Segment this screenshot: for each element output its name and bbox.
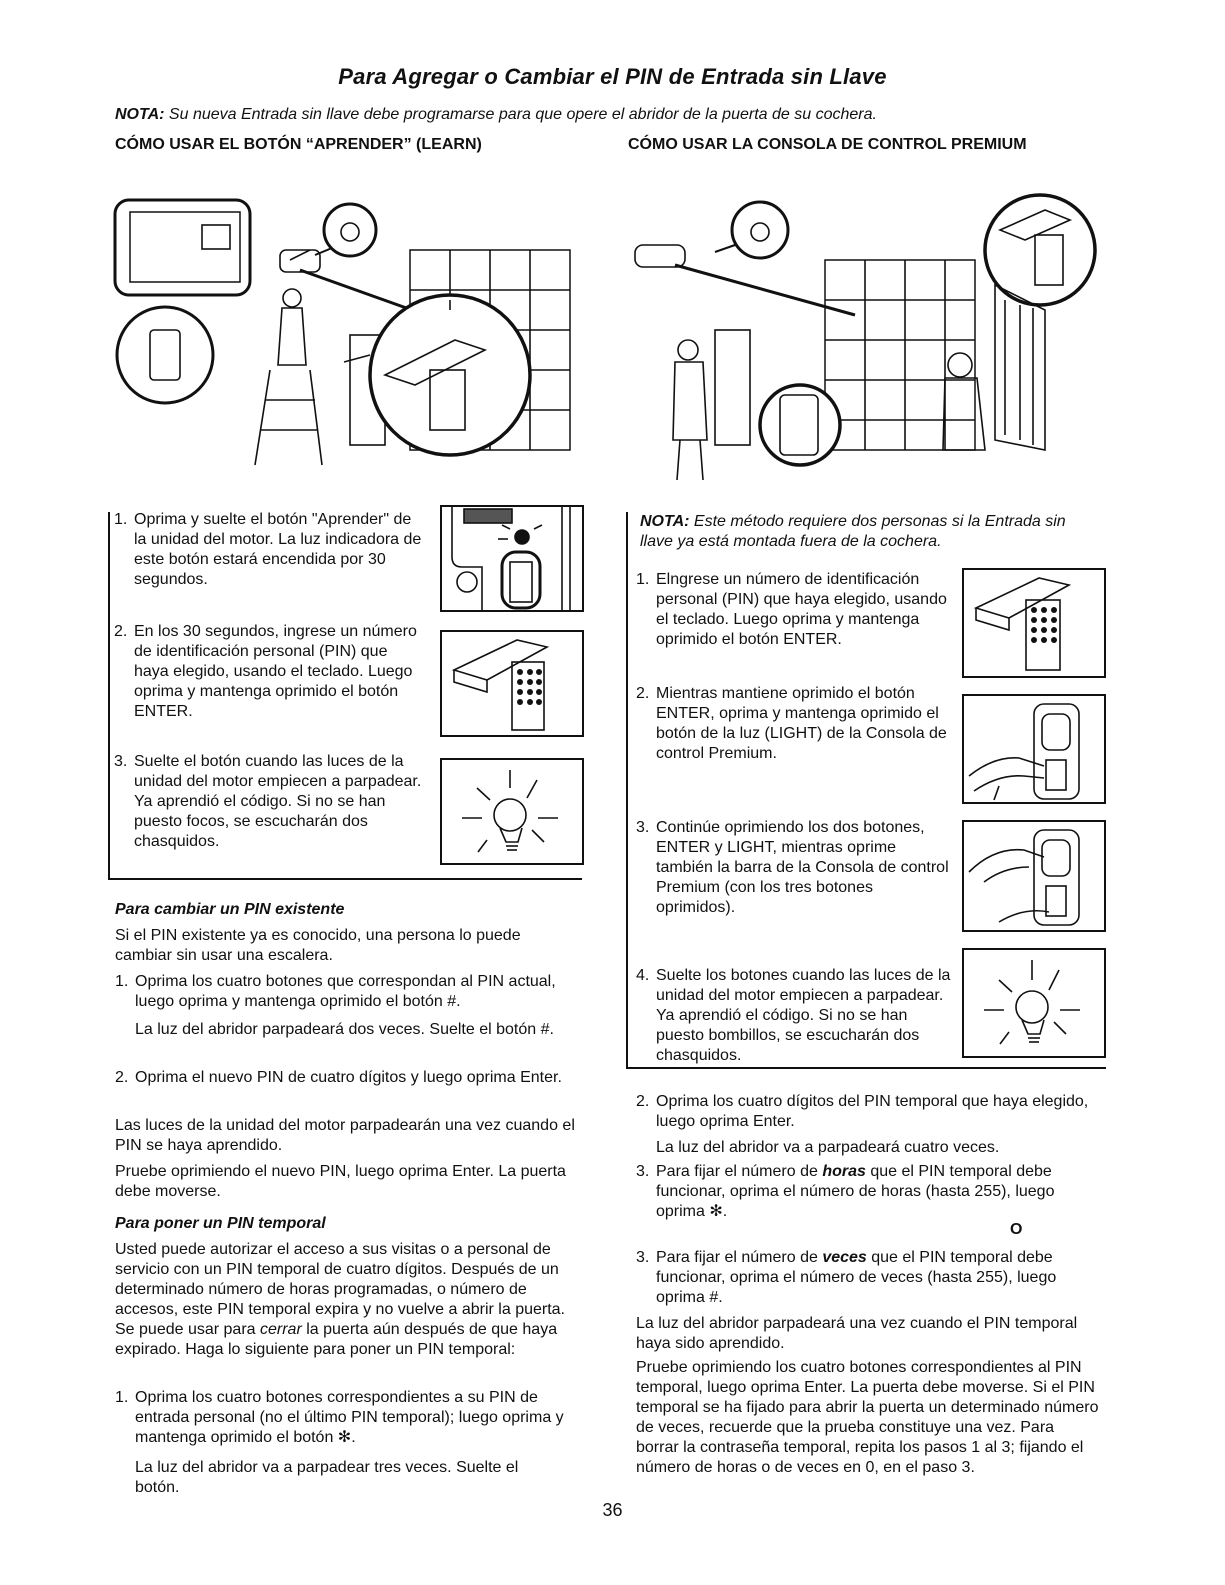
right-step-3 (636, 818, 956, 918)
left-steps-border (108, 512, 110, 880)
page-number: 36 (602, 1500, 623, 1520)
temporary-pin-step-1-number: 1. (115, 1389, 129, 1406)
change-pin-intro: Si el PIN existente ya es conocido, una persona lo puede cambiar sin usar una escalera. (115, 927, 521, 964)
temporary-pin-step-1-text: Oprima los cuatro botones correspondientes a su PIN de entrada personal (no el último PIN temporal); luego oprima y mantenga oprimido el botón ✻. (135, 1389, 564, 1446)
top-note-text: Su nueva Entrada sin llave debe programarse para que opere el abridor de la puerta de su cochera. (168, 106, 877, 123)
premium-console-garage-illustration (625, 190, 1110, 495)
temporary-pin-step-2-note: La luz del abridor va a parpadeará cuatro veces. (656, 1139, 1000, 1156)
right-step-1 (636, 570, 956, 650)
right-steps-bottom-rule (626, 1067, 1106, 1069)
right-keypad-figure (962, 568, 1106, 678)
left-step-3-text: Suelte el botón cuando las luces de la unidad del motor empiecen a parpadear. Ya aprendió el código. Si no se han puesto focos, se escucharán dos chasquidos. (134, 753, 422, 850)
change-pin-step-2 (115, 1068, 575, 1088)
temporary-pin-intro-a: Usted puede autorizar el acceso a sus visitas o a personal de servicio con un PIN temporal de cuatro dígitos. Después de un determinado número de horas programadas, o número de accesos, este PIN temporal expira y no vuelve a abrir la puerta. Se puede usar para (115, 1241, 565, 1338)
console-light-button-figure (962, 694, 1106, 804)
right-step-4-text: Suelte los botones cuando las luces de la unidad del motor empiecen a parpadear. Ya aprendió el código. Si no se han puesto bombillos, se escucharán dos chasquidos. (656, 967, 951, 1064)
change-pin-step-1-text: Oprima los cuatro botones que correspondan al PIN actual, luego oprima y mantenga oprimido el botón #. (135, 973, 556, 1010)
temporary-pin-intro-b: la puerta aún después de que haya expirado. Haga lo siguiente para poner un PIN temporal: (115, 1321, 558, 1358)
right-step-2-number: 2. (636, 685, 650, 702)
temporary-pin-step-2-text: Oprima los cuatro dígitos del PIN temporal que haya elegido, luego oprima Enter. (656, 1093, 1089, 1130)
console-bar-press-figure (962, 820, 1106, 932)
right-flashing-bulb-figure (962, 948, 1106, 1058)
temporary-pin-after-1: La luz del abridor parpadeará una vez cuando el PIN temporal haya sido aprendido. (636, 1315, 1078, 1352)
change-pin-step-1-number: 1. (115, 973, 129, 990)
temporary-pin-step-1 (115, 1388, 575, 1448)
temporary-pin-step-3-times-number: 3. (636, 1249, 650, 1266)
top-note (115, 106, 877, 124)
change-pin-step-2-number: 2. (115, 1069, 129, 1086)
keypad-figure (440, 630, 584, 737)
left-step-2-text: En los 30 segundos, ingrese un número de identificación personal (PIN) que haya elegido, usando el teclado. Luego oprima y mantenga oprimido el botón ENTER. (134, 623, 417, 720)
top-note-label: NOTA: (115, 106, 165, 123)
learn-button-figure (440, 505, 584, 612)
right-column-heading: CÓMO USAR LA CONSOLA DE CONTROL PREMIUM (628, 136, 1027, 153)
left-step-3-number: 3. (114, 753, 128, 770)
step3b-post: que el PIN temporal debe funcionar, oprima el número de veces (hasta 255), luego oprima #. (656, 1249, 1057, 1306)
left-step-1-text: Oprima y suelte el botón "Aprender" de la unidad del motor. La luz indicadora de este botón estará encendida por 30 segundos. (134, 511, 422, 588)
right-note (640, 512, 1090, 552)
left-step-2-number: 2. (114, 623, 128, 640)
left-step-1-number: 1. (114, 511, 128, 528)
learn-button-garage-illustration (110, 190, 590, 490)
change-pin-after-2: Pruebe oprimiendo el nuevo PIN, luego oprima Enter. La puerta debe moverse. (115, 1163, 566, 1200)
change-pin-heading: Para cambiar un PIN existente (115, 901, 345, 918)
left-column-heading: CÓMO USAR EL BOTÓN “APRENDER” (LEARN) (115, 136, 482, 153)
right-step-3-number: 3. (636, 819, 650, 836)
left-step-3 (114, 752, 424, 852)
or-divider: O (1010, 1221, 1023, 1238)
right-step-3-text: Continúe oprimiendo los dos botones, ENTER y LIGHT, mientras oprime también la barra de la Consola de control Premium (con los tres botones oprimidos). (656, 819, 949, 916)
step3b-emphasis: veces (822, 1249, 867, 1266)
temporary-pin-step-3-times-text (656, 1248, 1101, 1308)
step3a-pre: Para fijar el número de (656, 1163, 823, 1180)
right-step-2 (636, 684, 956, 764)
right-steps-border (626, 512, 628, 1069)
page-title: Para Agregar o Cambiar el PIN de Entrada sin Llave (338, 64, 887, 89)
left-steps-bottom-rule (108, 878, 582, 880)
step3b-pre: Para fijar el número de (656, 1249, 823, 1266)
change-pin-step-2-text: Oprima el nuevo PIN de cuatro dígitos y luego oprima Enter. (135, 1069, 562, 1086)
right-step-4 (636, 966, 956, 1066)
change-pin-step-1-note: La luz del abridor parpadeará dos veces. Suelte el botón #. (135, 1021, 554, 1038)
left-step-1 (114, 510, 424, 590)
flashing-bulb-figure (440, 758, 584, 865)
temporary-pin-step-2 (636, 1092, 1101, 1132)
temporary-pin-step-3-hours-number: 3. (636, 1163, 650, 1180)
right-step-4-number: 4. (636, 967, 650, 984)
step3a-emphasis: horas (822, 1163, 866, 1180)
temporary-pin-step-3-times (636, 1248, 1101, 1308)
temporary-pin-step-1-note: La luz del abridor va a parpadear tres veces. Suelte el botón. (135, 1459, 519, 1496)
right-note-label: NOTA: (640, 513, 690, 530)
change-pin-step-1 (115, 972, 575, 1012)
change-pin-after-1: Las luces de la unidad del motor parpadearán una vez cuando el PIN se haya aprendido. (115, 1117, 575, 1154)
right-step-2-text: Mientras mantiene oprimido el botón ENTER, oprima y mantenga oprimido el botón de la luz (LIGHT) de la Consola de control Premium. (656, 685, 947, 762)
step3a-post: que el PIN temporal debe funcionar, oprima el número de horas (hasta 255), luego oprima ✻. (656, 1163, 1055, 1220)
temporary-pin-heading: Para poner un PIN temporal (115, 1215, 326, 1232)
right-step-1-number: 1. (636, 571, 650, 588)
temporary-pin-intro-emphasis: cerrar (260, 1321, 302, 1338)
right-note-text: Este método requiere dos personas si la Entrada sin llave ya está montada fuera de la cochera. (640, 513, 1066, 550)
left-step-2 (114, 622, 424, 722)
temporary-pin-step-2-number: 2. (636, 1093, 650, 1110)
temporary-pin-after-2: Pruebe oprimiendo los cuatro botones correspondientes al PIN temporal, luego oprima Enter. La puerta debe moverse. Si el PIN temporal se ha fijado para abrir la puerta un determinado número de veces, recuerde que la prueba constituye una vez. Para borrar la contraseña temporal, repita los pasos 1 al 3; fijando el número de horas o de veces en 0, en el paso 3. (636, 1359, 1099, 1476)
right-step-1-text: Elngrese un número de identificación personal (PIN) que haya elegido, usando el teclado. Luego oprima y mantenga oprimido el botón ENTER. (656, 571, 947, 648)
temporary-pin-intro (115, 1240, 583, 1360)
temporary-pin-step-3-hours (636, 1162, 1101, 1222)
temporary-pin-step-3-hours-text (656, 1162, 1101, 1222)
